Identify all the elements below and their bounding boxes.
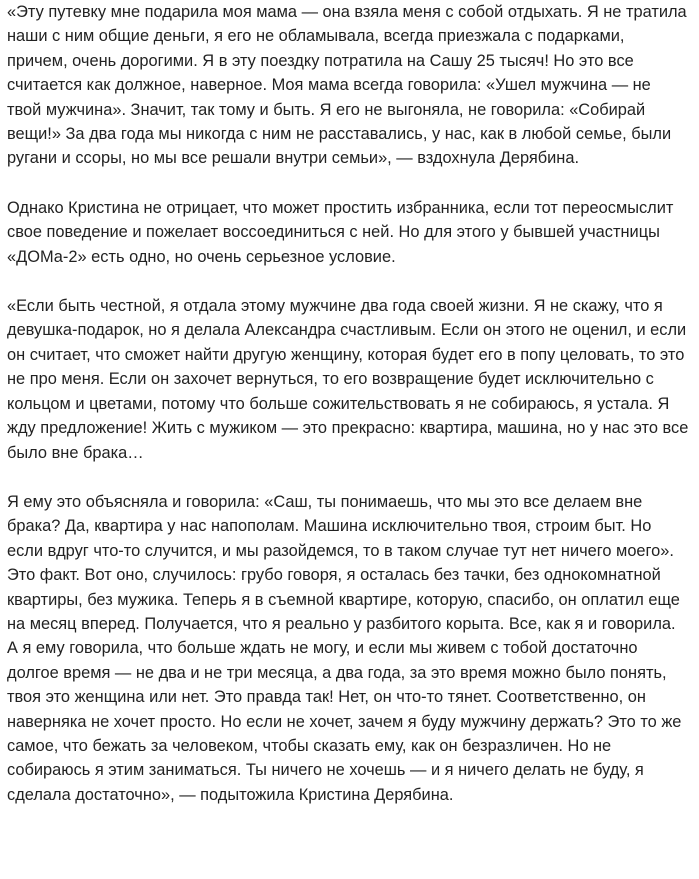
paragraph-quote-explanation: Я ему это объясняла и говорила: «Саш, ты понимаешь, что мы это все делаем вне брака? Да, квартира у нас напополам. Машина исключительно твоя, строим быт. Но если вдруг что-то случится, и мы разойдемся, то в таком случае тут нет ничего моего». Это факт. Вот оно, случилось: грубо говоря, я осталась без тачки, без однокомнатной квартиры, без мужика. Теперь я в съемной квартире, которую, спасибо, он оплатил еще на месяц вперед. Получается, что я реально у разбитого корыта. Все, как я и говорила. А я ему говорила, что больше ждать не могу, и если мы живем с тобой достаточно долгое время — не два и не три месяца, а два года, за это время можно было понять, твоя это женщина или нет. Это правда так! Нет, он что-то тянет. Соответственно, он наверняка не хочет просто. Но если не хочет, зачем я буду мужчину держать? Это то же самое, что бежать за человеком, чтобы сказать ему, как он безразличен. Но не собираюсь я этим заниматься. Ты ничего не хочешь — и я ничего делать не буду, я сделала достаточно», — подытожила Кристина Дерябина.: [7, 492, 682, 804]
paragraph-quote-vacation: «Эту путевку мне подарила моя мама — она взяла меня с собой отдыхать. Я не тратила наши с ним общие деньги, я его не обламывала, всегда приезжала с подарками, причем, очень дорогими. Я в эту поездку потратила на Сашу 25 тысяч! Но это все считается как должное, наверное. Моя мама всегда говорила: «Ушел мужчина — не твой мужчина». Значит, так тому и быть. Я его не выгоняла, не говорила: «Собирай вещи!» За два года мы никогда с ним не расставались, у нас, как в любой семье, были ругани и ссоры, но мы все решали внутри семьи», — вздохнула Дерябина.: [7, 3, 687, 168]
paragraph-quote-marriage: «Если быть честной, я отдала этому мужчине два года своей жизни. Я не скажу, что я девушка-подарок, но я делала Александра счастливым. Если он этого не оценил, и если он считает, что сможет найти другую женщину, которая будет его в попу целовать, то это не про меня. Если он захочет вернуться, то его возвращение будет исключительно с кольцом и цветами, потому что больше сожительствовать я не собираюсь, я устала. Я жду предложение! Жить с мужиком — это прекрасно: квартира, машина, но у нас это все было вне брака…: [7, 297, 689, 462]
paragraph-condition: Однако Кристина не отрицает, что может простить избранника, если тот переосмыслит свое поведение и пожелает воссоединиться с ней. Но для этого у бывшей участницы «ДОМа-2» есть одно, но очень серьезное условие.: [7, 198, 674, 266]
